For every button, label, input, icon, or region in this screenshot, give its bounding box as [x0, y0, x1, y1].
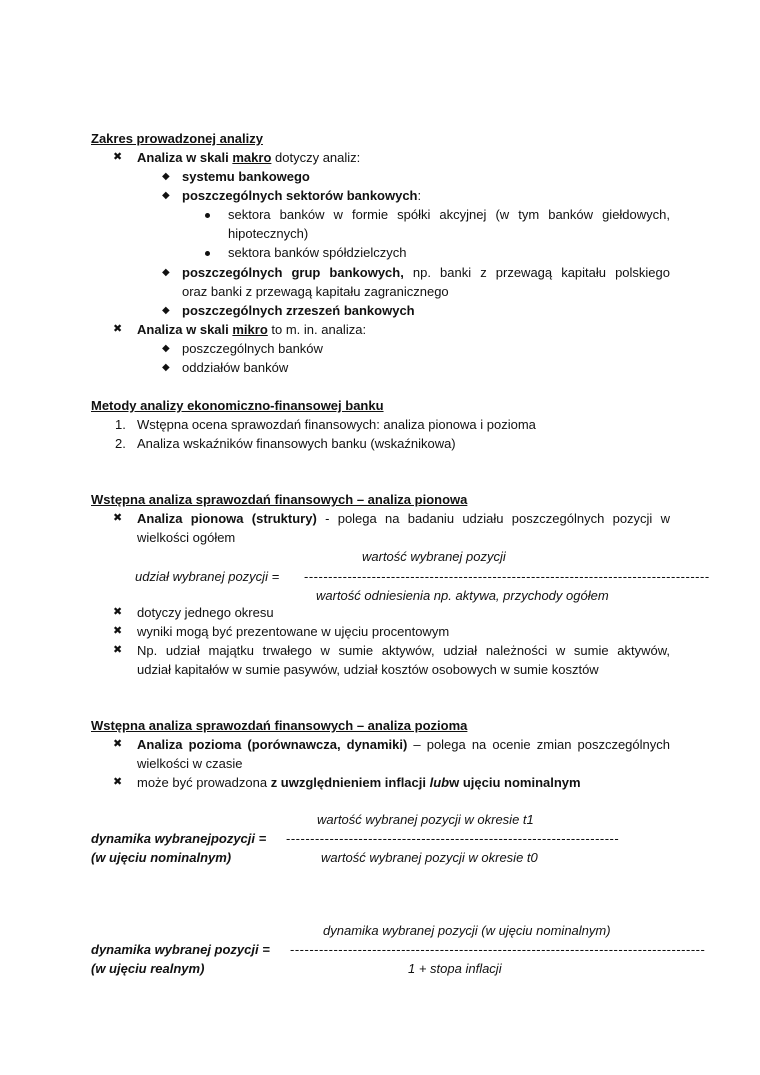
- macro-scope-line: Analiza w skali makro dotyczy analiz:: [137, 150, 361, 165]
- vertical-point-percentage: wyniki mogą być prezentowane w ujęciu procentowym: [137, 624, 450, 639]
- micro-scope-line: Analiza w skali mikro to m. in. analiza:: [137, 322, 367, 337]
- diamond-bullet-icon: ◆: [162, 305, 170, 316]
- nominal-formula-label: dynamika wybranejpozycji =: [91, 831, 267, 846]
- dot-bullet-icon: [205, 213, 210, 218]
- vertical-formula-fraction-line: ------------------------------------------------------------------------------------: [304, 569, 710, 584]
- item-banking-system: systemu bankowego: [182, 169, 310, 184]
- dot-bullet-icon: [205, 251, 210, 256]
- real-formula-label-suffix: (w ujęciu realnym): [91, 961, 205, 976]
- horizontal-definition-line2: wielkości w czasie: [137, 756, 243, 771]
- sector-jsc-line2: hipotecznych): [228, 226, 309, 241]
- vertical-formula-denominator: wartość odniesienia np. aktywa, przychody ogółem: [316, 588, 609, 603]
- item-branches: oddziałów banków: [182, 360, 289, 375]
- real-formula-label: dynamika wybranej pozycji =: [91, 942, 270, 957]
- item-banks: poszczególnych banków: [182, 341, 323, 356]
- cross-bullet-icon: ✖: [113, 512, 123, 524]
- cross-bullet-icon: ✖: [113, 738, 123, 750]
- vertical-formula-label: udział wybranej pozycji =: [135, 569, 280, 584]
- vertical-heading: Wstępna analiza sprawozdań finansowych – analiza pionowa: [91, 492, 468, 507]
- sector-coop: sektora banków spółdzielczych: [228, 245, 407, 260]
- item-groups-line1: poszczególnych grup bankowych, np. banki z przewagą kapitału polskiego: [182, 265, 670, 280]
- real-formula-denominator: 1 + stopa inflacji: [408, 961, 502, 976]
- real-formula-fraction-line: --------------------------------------------------------------------------------------: [290, 942, 706, 957]
- horizontal-inflation-note: może być prowadzona z uwzględnieniem inflacji lubw ujęciu nominalnym: [137, 775, 581, 790]
- methods-item1: Wstępna ocena sprawozdań finansowych: analiza pionowa i pozioma: [137, 417, 536, 432]
- nominal-formula-denominator: wartość wybranej pozycji w okresie t0: [321, 850, 538, 865]
- item-sectors: poszczególnych sektorów bankowych:: [182, 188, 422, 203]
- cross-bullet-icon: ✖: [113, 151, 123, 163]
- horizontal-heading: Wstępna analiza sprawozdań finansowych – analiza pozioma: [91, 718, 468, 733]
- horizontal-definition-line1: Analiza pozioma (porównawcza, dynamiki) – polega na ocenie zmian poszczególnych: [137, 737, 670, 752]
- scope-heading: Zakres prowadzonej analizy: [91, 131, 263, 146]
- diamond-bullet-icon: ◆: [162, 343, 170, 354]
- macro-keyword: makro: [232, 150, 272, 165]
- vertical-definition-line1: Analiza pionowa (struktury) - polega na badaniu udziału poszczególnych pozycji w: [137, 511, 670, 526]
- cross-bullet-icon: ✖: [113, 625, 123, 637]
- nominal-formula-label-suffix: (w ujęciu nominalnym): [91, 850, 232, 865]
- methods-item2: Analiza wskaźników finansowych banku (wskaźnikowa): [137, 436, 456, 451]
- diamond-bullet-icon: ◆: [162, 362, 170, 373]
- item-groups-line2: oraz banki z przewagą kapitału zagranicznego: [182, 284, 449, 299]
- nominal-formula-numerator: wartość wybranej pozycji w okresie t1: [317, 812, 534, 827]
- diamond-bullet-icon: ◆: [162, 267, 170, 278]
- micro-keyword: mikro: [232, 322, 268, 337]
- vertical-definition-line2: wielkości ogółem: [137, 530, 236, 545]
- cross-bullet-icon: ✖: [113, 644, 123, 656]
- sector-jsc-line1: sektora banków w formie spółki akcyjnej (w tym banków giełdowych,: [228, 207, 670, 222]
- diamond-bullet-icon: ◆: [162, 171, 170, 182]
- vertical-example-line1: Np. udział majątku trwałego w sumie aktywów, udział należności w sumie aktywów,: [137, 643, 670, 658]
- diamond-bullet-icon: ◆: [162, 190, 170, 201]
- cross-bullet-icon: ✖: [113, 323, 123, 335]
- vertical-example-line2: udział kapitałów w sumie pasywów, udział kosztów osobowych w sumie kosztów: [137, 662, 599, 677]
- methods-item2-number: 2.: [115, 436, 126, 451]
- methods-heading: Metody analizy ekonomiczno-finansowej banku: [91, 398, 384, 413]
- cross-bullet-icon: ✖: [113, 776, 123, 788]
- item-unions: poszczególnych zrzeszeń bankowych: [182, 303, 415, 318]
- methods-item1-number: 1.: [115, 417, 126, 432]
- cross-bullet-icon: ✖: [113, 606, 123, 618]
- vertical-point-single-period: dotyczy jednego okresu: [137, 605, 274, 620]
- nominal-formula-fraction-line: ---------------------------------------------------------------------: [286, 831, 620, 846]
- real-formula-numerator: dynamika wybranej pozycji (w ujęciu nominalnym): [323, 923, 611, 938]
- vertical-formula-numerator: wartość wybranej pozycji: [362, 549, 506, 564]
